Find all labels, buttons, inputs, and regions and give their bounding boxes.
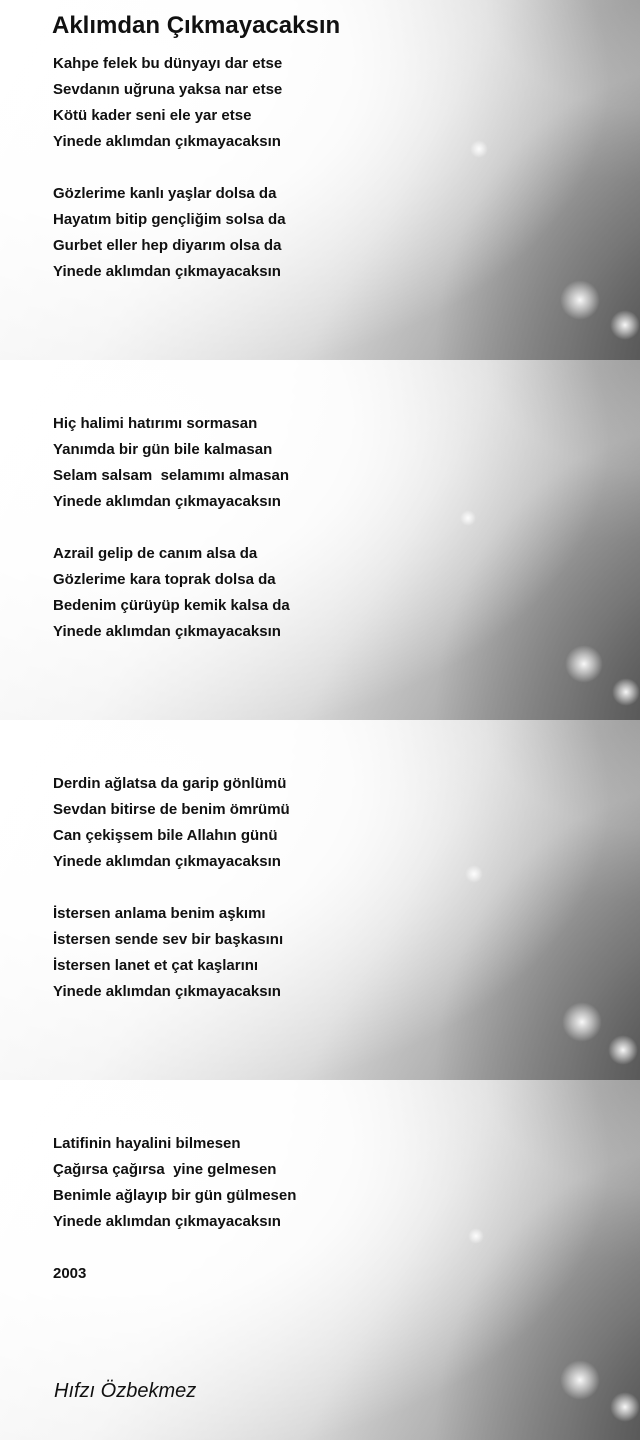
poem-panel-4	[0, 1080, 640, 1440]
sparkle-decoration	[562, 1002, 602, 1042]
sparkle-decoration	[470, 140, 488, 158]
sparkle-decoration	[608, 1035, 638, 1065]
poem-line: Yinede aklımdan çıkmayacaksın	[53, 493, 281, 510]
poem-line: Sevdan bitirse de benim ömrümü	[53, 801, 290, 818]
sparkle-decoration	[560, 280, 600, 320]
poem-line: Yinede aklımdan çıkmayacaksın	[53, 263, 281, 280]
poem-line: Yinede aklımdan çıkmayacaksın	[53, 853, 281, 870]
poem-line: Gözlerime kanlı yaşlar dolsa da	[53, 185, 277, 202]
poem-line: İstersen sende sev bir başkasını	[53, 931, 284, 948]
poem-line: İstersen anlama benim aşkımı	[53, 905, 266, 922]
poem-line: Yinede aklımdan çıkmayacaksın	[53, 1213, 281, 1230]
stanza-block	[53, 411, 290, 645]
author-signature: Hıfzı Özbekmez	[54, 1380, 197, 1402]
poem-line: Latifinin hayalini bilmesen	[53, 1135, 241, 1152]
poem-line: Sevdanın uğruna yaksa nar etse	[53, 81, 283, 98]
stanza-block	[53, 771, 290, 1005]
poem-line: Azrail gelip de canım alsa da	[53, 545, 258, 562]
stanza-break	[53, 515, 290, 541]
sparkle-decoration	[468, 1228, 484, 1244]
poem-line: Kötü kader seni ele yar etse	[53, 107, 252, 124]
poem-panel-3	[0, 720, 640, 1080]
poem-line: Hayatım bitip gençliğim solsa da	[53, 211, 286, 228]
stanza-block	[53, 51, 286, 285]
poem-line: Derdin ağlatsa da garip gönlümü	[53, 775, 287, 792]
sparkle-decoration	[610, 1392, 640, 1422]
poem-panel-2	[0, 360, 640, 720]
stanza-break	[53, 1235, 296, 1261]
sparkle-decoration	[465, 865, 483, 883]
poem-line: Kahpe felek bu dünyayı dar etse	[53, 55, 283, 72]
poem-line: Bedenim çürüyüp kemik kalsa da	[53, 597, 290, 614]
poem-year: 2003	[53, 1265, 87, 1282]
poem-line: Yinede aklımdan çıkmayacaksın	[53, 133, 281, 150]
poem-line: Can çekişsem bile Allahın günü	[53, 827, 278, 844]
sparkle-decoration	[560, 1360, 600, 1400]
poem-line: Gurbet eller hep diyarım olsa da	[53, 237, 282, 254]
poem-line: İstersen lanet et çat kaşlarını	[53, 957, 259, 974]
poem-line: Yinede aklımdan çıkmayacaksın	[53, 983, 281, 1000]
sparkle-decoration	[460, 510, 476, 526]
poem-line: Yanımda bir gün bile kalmasan	[53, 441, 273, 458]
poem-panel-1	[0, 0, 640, 360]
poem-line: Çağırsa çağırsa yine gelmesen	[53, 1161, 277, 1178]
poem-line: Hiç halimi hatırımı sormasan	[53, 415, 258, 432]
poem-line: Benimle ağlayıp bir gün gülmesen	[53, 1187, 297, 1204]
sparkle-decoration	[565, 645, 603, 683]
stanza-block	[53, 1131, 296, 1287]
poem-line: Selam salsam selamımı almasan	[53, 467, 289, 484]
poem-title: Aklımdan Çıkmayacaksın	[52, 12, 341, 39]
sparkle-decoration	[612, 678, 640, 706]
stanza-break	[53, 155, 286, 181]
stanza-break	[53, 875, 290, 901]
poem-line: Yinede aklımdan çıkmayacaksın	[53, 623, 281, 640]
sparkle-decoration	[610, 310, 640, 340]
poem-line: Gözlerime kara toprak dolsa da	[53, 571, 276, 588]
